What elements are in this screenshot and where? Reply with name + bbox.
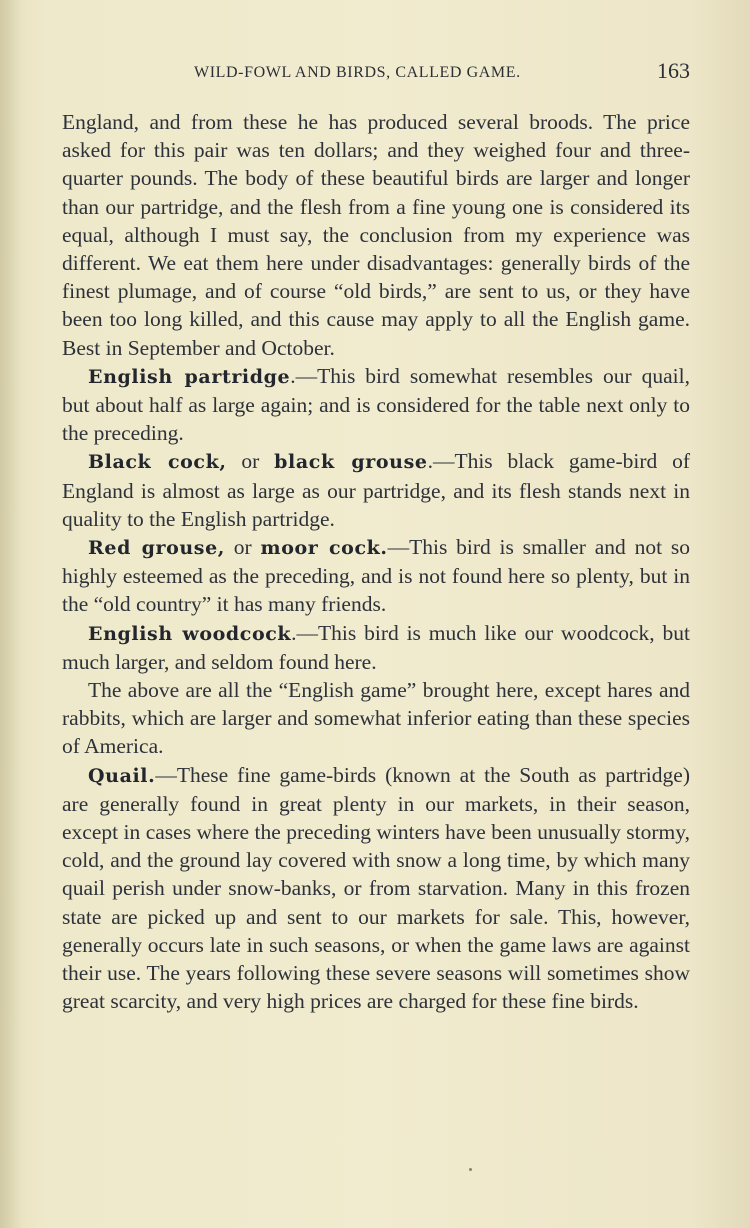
page-gutter-shadow	[0, 0, 22, 1228]
paragraph-black-cock	[62, 447, 690, 533]
paragraph-text: —This bird is smaller and not so highly esteemed as the preceding, and is not found here so plenty, but in the “old country” it has many friends.	[62, 535, 690, 617]
page-body	[62, 108, 690, 1016]
term-red-grouse: Red grouse,	[88, 537, 225, 560]
page-number: 163	[657, 58, 690, 83]
paragraph-red-grouse	[62, 533, 690, 619]
paragraph-continuation: England, and from these he has produced several broods. The price asked for this pair was ten dollars; and they weighed four and three-quarter pounds. The body of these beautiful birds are larger and longer than our partridge, and the flesh from a fine young one is considered its equal, although I must say, the conclusion from my experience was different. We eat them here under disadvantages: generally birds of the finest plumage, and of course “old birds,” are sent to us, or they have been too long killed, and this cause may apply to all the English game. Best in September and October.	[62, 110, 690, 360]
paragraph-text: .—This bird somewhat resembles our quail, but about half as large again; and is considered for the table next only to the preceding.	[62, 363, 690, 446]
page-header	[62, 58, 690, 88]
paragraph-quail	[62, 761, 690, 1016]
term-english-partridge: English partridge	[88, 365, 291, 388]
term-quail: Quail.	[88, 764, 156, 787]
paragraph-text: .—This bird is much like our woodcock, but much larger, and seldom found here.	[62, 620, 690, 674]
paragraph-text: .—This black game-bird of England is almost as large as our partridge, and its flesh stands next in quality to the English partridge.	[62, 449, 690, 531]
term-moor-cock: moor cock.	[260, 537, 388, 560]
term-english-woodcock: English woodcock	[88, 622, 292, 645]
page-speck	[469, 1168, 472, 1171]
term-joiner: or	[224, 535, 261, 560]
term-black-cock: Black cock,	[88, 451, 227, 474]
term-black-grouse: black grouse	[274, 451, 428, 474]
paragraph-english-woodcock	[62, 619, 690, 676]
paragraph-text: —These fine game-birds (known at the South as partridge) are generally found in great plenty in our markets, in their season, except in cases where the preceding winters have been unusually stormy, cold, and the ground lay covered with snow a long time, by which many quail perish under snow-banks, or from starvation. Many in this frozen state are picked up and sent to our markets for sale. This, however, generally occurs late in such seasons, or when the game laws are against their use. The years following these severe seasons will sometimes show great scarcity, and very high prices are charged for these fine birds.	[62, 762, 690, 1014]
paragraph-english-partridge	[62, 362, 690, 448]
term-joiner: or	[226, 449, 275, 474]
running-head: WILD-FOWL AND BIRDS, CALLED GAME.	[194, 64, 521, 81]
paragraph-english-game-note: The above are all the “English game” brought here, except hares and rabbits, which are larger and somewhat inferior eating than these species of America.	[62, 678, 690, 759]
